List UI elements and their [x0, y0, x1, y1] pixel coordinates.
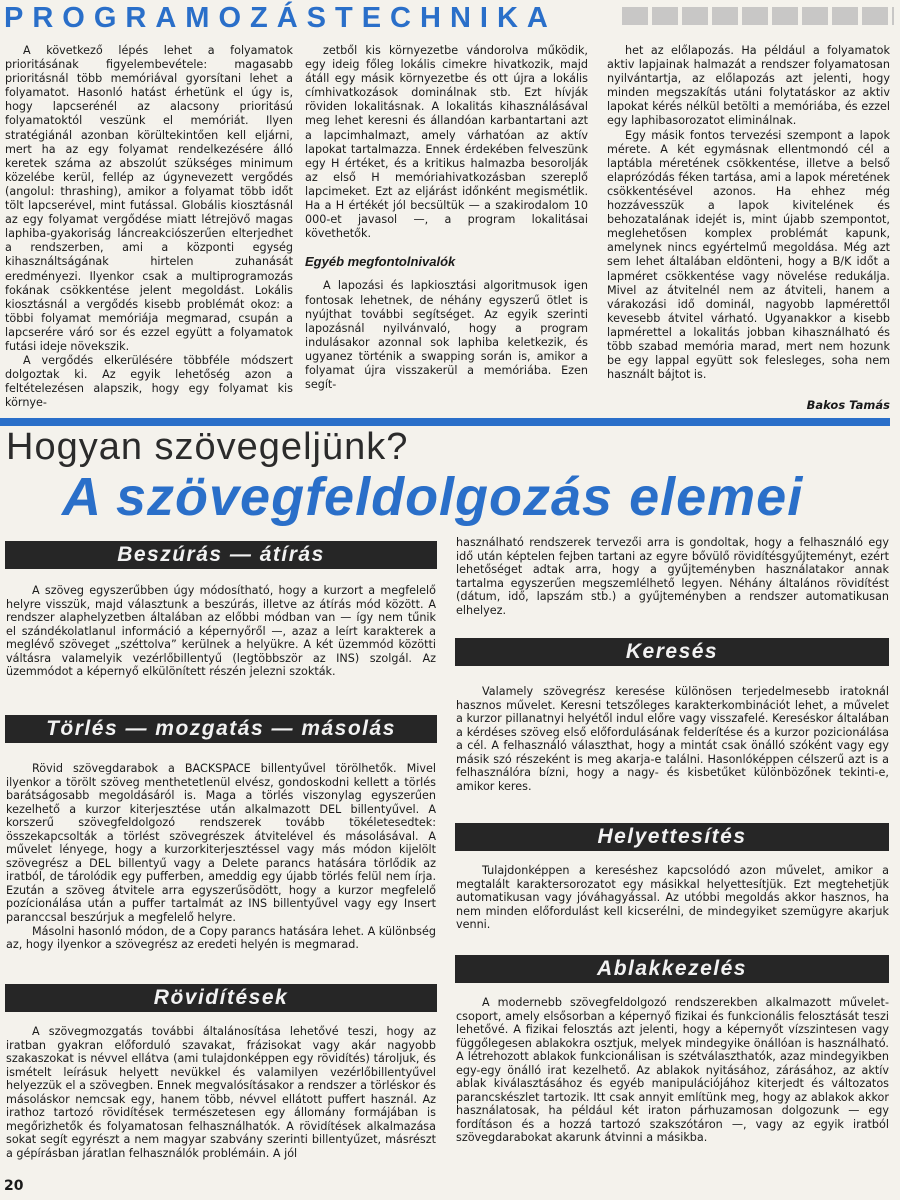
paragraph: Tulajdonképpen a kereséshez kapcsolódó azon művelet, amikor a megtalált karaktersorozatot egy másikkal helyettesítjük. Ezt megtehetjük automatikusan vagy jóváhagyással. Az utóbbi megoldás akkor hasznos, ha nem minden előfordulást kell kicserélni, de mindegyiket szemügyre akarjuk venni.: [456, 864, 889, 932]
top-article-column-3: [607, 44, 890, 416]
section-body-kereses: [456, 685, 889, 797]
section-body-rovidites: [6, 1025, 436, 1177]
section-heading-torles: Törlés — mozgatás — másolás: [5, 715, 437, 743]
page-header: [0, 0, 900, 40]
section-heading-beszuras: Beszúrás — átírás: [5, 541, 437, 569]
paragraph: A lapozási és lapkiosztási algoritmusok igen fontosak lehetnek, de néhány egyszerű ötlet is nyújthat további segítséget. Az egyik szerinti lapozásnál nyilvánvaló, hogy a program indulásakor azonnal sok laphiba keletkezik, és ugyanez történik a swapping során is, amikor a folyamat újra visszakerül a memóriába. Ezen segít-: [305, 279, 588, 392]
section-title: PROGRAMOZÁSTECHNIKA: [4, 2, 557, 34]
article-title: A szövegfeldolgozás elemei: [62, 467, 804, 527]
section-heading-kereses: Keresés: [455, 638, 889, 666]
divider-rule: [0, 418, 890, 426]
paragraph: A szövegmozgatás további általánosítása lehetővé teszi, hogy az iratban gyakran előforduló szavakat, frázisokat vagy akár nagyobb szakaszokat is névvel ellátva (ami tulajdonképpen egy rövidítés) tároljuk, és ismételt leírásuk helyett nevükkel és valamilyen vezérlőbillentyűvel helyezzük el a szövegben. Ennek megvalósításakor a rendszer a törléskor és másoláskor nemcsak egy, hanem több, névvel ellátott puffert használ. Az irathoz tartozó rövidítések természetesen egy állomány formájában is megőrizhetők és folyamatosan felhasználhatók. A rövidítések alkalmazása sokat segít egyrészt a nem magyar szabvány szerinti billentyűzet, másrészt a gépírásban járatlan felhasználók problémáin. A jól: [6, 1025, 436, 1160]
top-article-column-2: [305, 44, 588, 416]
page-number: 20: [4, 1178, 24, 1194]
paragraph: zetből kis környezetbe vándorolva működik, egy ideig főleg lokális cimekre hivatkozik, majd átáll egy másik környezetbe és ott újra a lokális címhivatkozások dominálnak stb. Ezt hívják röviden lokalitásnak. A lokalitás kihasználásával meg lehet keresni és állandóan karbantartani azt a lapcimhalmazt, amely várhatóan az aktív lapokat tartalmazza. Ennek érdekében felveszünk egy H értéket, és a kritikus halmazba besorolják az első H memóriahivatkozásban szereplő lapcimeket. Ezt az eljárást időnként megismétlik. Ha a H értékét jól becsültük — a szakirodalom 10 000-et javasol —, a program lokalitásai követhetők.: [305, 44, 588, 241]
section-heading-ablakkezeles: Ablakkezelés: [455, 955, 889, 983]
paragraph: Rövid szövegdarabok a BACKSPACE billentyűvel törölhetők. Mivel ilyenkor a törölt szöveg menthetetlenül elvész, gondoskodni kellett a törlés barátságosabb megoldásáról is. Maga a törlés viszonylag egyszerűen kezelhető a kurzor kiterjesztése után alkalmazott DEL billentyűvel. A korszerű szövegfeldolgozó rendszerek tovább tökéletesedtek: összekapcsolták a törlést szövegrészek átvitelével és másolásával. A művelet lényege, hogy a kurzorkiterjesztéssel vagy más módon kijelölt szövegrész a DEL billentyű vagy a Delete parancs hatására törlődik az iratból, de tárolódik egy pufferben, ameddig egy újabb törlés felül nem írja. Ezután a szöveg átvitele arra egyszerűsödött, hogy a kurzor megfelelő pozícionálása után a puffer tartalmát az INS billentyűvel vagy egy Insert paranccsal beszúrjuk a megfelelő helyre.: [6, 762, 436, 925]
section-body-rovidites-cont: [456, 536, 889, 630]
paragraph: het az előlapozás. Ha például a folyamatok aktiv lapjainak halmazát a rendszer folyamatosan nyilvántartja, az előlapozás azt jelenti, hogy minden megszakítás utáni folytatáskor az aktiv lapokat kérés nélkül betölti a memóriába, és ezzel egy laphibasorozatot eliminálnak.: [607, 44, 890, 128]
paragraph: A vergődés elkerülésére többféle módszert dolgoztak ki. Az egyik lehetőség azon a feltételezésen alapszik, hogy egy folyamat kis környe-: [5, 354, 293, 410]
paragraph: Másolni hasonló módon, de a Copy parancs hatására lehet. A különbség az, hogy ilyenkor a szövegrész az eredeti helyén is megmarad.: [6, 924, 436, 952]
paragraph: A szöveg egyszerűbben úgy módosítható, hogy a kurzort a megfelelő helyre visszük, majd választunk a beszúrás, illetve az átírás mód között. A rendszer alaphelyzetben általában az előbbi módban van — így nem tűnik el szándékolatlanul információ a képernyőről —, azaz a leírt karakterek a meglévő szöveget „széttolva” kerülnek a helyükre. A két üzemmód közötti váltásra valamelyik vezérlőbillentyű (legtöbbször az INS) szolgál. Az üzemmódot a képernyő elkülönített részén jelezni szokták.: [6, 584, 436, 679]
paragraph: Valamely szövegrész keresése különösen terjedelmesebb iratoknál hasznos művelet. Keresni tetszőleges karakterkombinációt lehet, a művelet a kurzor pillanatnyi helyétől indul előre vagy visszafelé. Kereséskor általában a kérdéses szöveg első előfordulásának felderítése és a kurzor pozicionálása a cél. A felhasználó választhat, hogy a mintát csak önálló szóként vagy egy másik szó részeként is meg akarja-e találni. Hasonlóképpen célszerű azt is a felhasználóra bízni, hogy a nagy- és kisbetűket különbözőnek tekinti-e, amikor keres.: [456, 685, 889, 793]
section-heading-helyettesites: Helyettesítés: [455, 823, 889, 851]
subheading: Egyéb megfontolnivalók: [305, 254, 456, 270]
section-body-beszuras: [6, 584, 436, 700]
paragraph: A következő lépés lehet a folyamatok prioritásának figyelembevétele: magasabb prioritásnál több memóriával gyorsítani lehet a folyamatot. Hasonló hatást érhetünk el úgy is, hogy lapcserénél az alacsony prioritású folyamatoktól veszünk el memóriát. Ilyen stratégiánál azonban körültekintően kell eljárni, mert ha az egy folyamat rendelkezésére álló keretek száma az abszolút szükséges minimum közelébe kerül, fellép az úgynevezett vergődés (angolul: thrashing), amikor a folyamat több időt tölt lapcserével, mint futással. Globális kiosztásnál az egy folyamat vergődése miatt létrejövő magas laphiba-gyakoriság láncreakciószerűen elterjedhet a rendszerben, ami a központi egység kihasználtságának hirtelen zuhanását eredményezi. Ilyenkor csak a multiprogramozás fokának csökkentése jelent megoldást. Lokális kiosztásnál a vergődés kisebb problémát okoz: a többi folyamat memóriája megmarad, csupán a lapcserére váró sor és ezzel együtt a folyamatok futási ideje növekszik.: [5, 44, 293, 353]
section-body-ablakkezeles: [456, 996, 889, 1174]
section-body-helyettesites: [456, 864, 889, 934]
paragraph: használható rendszerek tervezői arra is gondoltak, hogy a felhasználó egy idő után képtelen fejben tartani az egyre bővülő rövidítésgyűjteményt, ezért lehetőséget adtak arra, hogy a gyűjteményben használatakor annak tartalma egyszerűen megszemlélhető legyen. Néhány általános rövidítést (dátum, idő, lapszám stb.) a gyűjteményben a rendszer automatikusan elhelyez.: [456, 536, 889, 617]
paragraph: A modernebb szövegfeldolgozó rendszerekben alkalmazott műveletcsoport, amely elsősorban a képernyő fizikai és funkcionális felosztását teszi lehetővé. A fizikai felosztás azt jelenti, hogy a képernyőt vízszintesen vagy függőlegesen ablakokra osztjuk, melyek mindegyike önállóan is használható. A létrehozott ablakok funkcionálisan is szétválaszthatók, azaz mindegyikben egy-egy önálló irat kezelhető. Az ablakok nyitásához, zárásához, az aktív ablak kiválasztásához és egyéb manipulációjához kiterjedt és változatos parancskészlet tartozik. Itt csak annyit említünk meg, hogy az ablakok akkor használatosak, ha például két iraton párhuzamosan dolgozunk — egy fordításon és a hozzá tartozó szakszótáron —, vagy az egyik iratból szövegdarabokat akarunk átvinni a másikba.: [456, 996, 889, 1145]
author-signature: Bakos Tamás: [806, 398, 890, 412]
paragraph: Egy másik fontos tervezési szempont a lapok mérete. A két egymásnak ellentmondó cél a laptábla méretének csökkentése, illetve a belső elaprózódás féken tartása, ami a lapok méretének csökkentésével azonos. Ha ehhez még hozzávesszük a lapok kivitelének és behozatalának idejét is, mint újabb szempontot, meglehetősen komplex problémát kapunk, amelynek nincs egyértelmű megoldása. Még azt sem lehet általában eldönteni, hogy a B/K időt a lapméret csökkentése vagy növelése redukálja. Mivel az átvitelnél nem az átviteli, hanem a várakozási idő dominál, nagyobb lapmérettől kevesebb átvitel várható. Ugyanakkor a kisebb lapmérettel a lokalitás jobban kihasználható és több szabad memória marad, mert nem hozunk be egy lappal együtt sok felesleges, soha nem használt bájtot is.: [607, 128, 890, 382]
header-decoration: [622, 7, 894, 25]
section-heading-rovidites: Rövidítések: [5, 984, 437, 1012]
section-body-torles: [6, 762, 436, 968]
article-kicker: Hogyan szövegeljünk?: [6, 426, 409, 468]
top-article-column-1: [5, 44, 293, 416]
